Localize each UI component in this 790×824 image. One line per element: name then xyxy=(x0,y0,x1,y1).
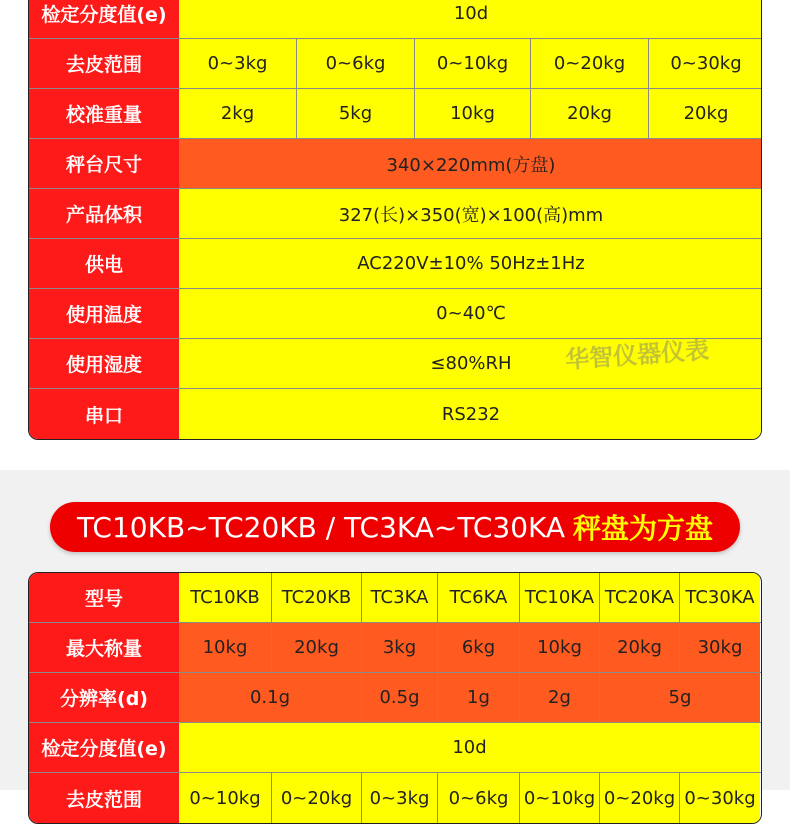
table-cell: 0~30kg xyxy=(648,39,762,88)
table-cell: 0~40℃ xyxy=(179,289,762,338)
table-cell: 10d xyxy=(179,0,762,38)
table-cell: 0~10kg xyxy=(414,39,530,88)
table-row xyxy=(29,139,761,189)
table-cell: TC30KA xyxy=(679,573,760,622)
table-row xyxy=(29,673,761,723)
table-cell: TC20KB xyxy=(271,573,361,622)
table-cell: 0.5g xyxy=(361,673,437,722)
table-cell: 3kg xyxy=(361,623,437,672)
table-cell: 10kg xyxy=(179,623,271,672)
row-values xyxy=(179,89,762,138)
table-cell: TC3KA xyxy=(361,573,437,622)
row-label: 去皮范围 xyxy=(29,773,179,823)
table-row xyxy=(29,573,761,623)
table-cell: RS232 xyxy=(179,389,762,439)
table-cell: 0~30kg xyxy=(679,773,760,823)
table-row xyxy=(29,39,761,89)
table-cell: 0~6kg xyxy=(296,39,414,88)
table-cell: 2g xyxy=(519,673,599,722)
table-cell: 20kg xyxy=(648,89,762,138)
row-label: 检定分度值(e) xyxy=(29,723,179,772)
table-cell: 2kg xyxy=(179,89,296,138)
spec-table-top xyxy=(28,0,762,440)
row-values xyxy=(179,239,762,288)
table-cell: TC6KA xyxy=(437,573,519,622)
table-cell: 0.1g xyxy=(179,673,361,722)
row-label: 型号 xyxy=(29,573,179,622)
table-cell: 0~20kg xyxy=(530,39,648,88)
row-values xyxy=(179,573,761,622)
row-label: 产品体积 xyxy=(29,189,179,238)
banner-highlight: 秤盘为方盘 xyxy=(573,512,714,545)
table-cell: 0~3kg xyxy=(179,39,296,88)
row-values xyxy=(179,289,762,338)
watermark: 华智仪器仪表 xyxy=(564,336,710,374)
row-values xyxy=(179,39,762,88)
table-cell: 5g xyxy=(599,673,760,722)
table-cell: AC220V±10% 50Hz±1Hz xyxy=(179,239,762,288)
table-cell: 0~10kg xyxy=(179,773,271,823)
table-cell: 0~20kg xyxy=(599,773,679,823)
row-label: 供电 xyxy=(29,239,179,288)
row-label: 最大称量 xyxy=(29,623,179,672)
spec-table-bottom xyxy=(28,572,762,824)
table-cell: 327(长)×350(宽)×100(高)mm xyxy=(179,189,762,238)
row-values xyxy=(179,773,761,823)
table-row xyxy=(29,0,761,39)
table-cell: 30kg xyxy=(679,623,760,672)
row-label: 秤台尺寸 xyxy=(29,139,179,188)
table-cell: 0~3kg xyxy=(361,773,437,823)
table-cell: 0~20kg xyxy=(271,773,361,823)
row-label: 使用温度 xyxy=(29,289,179,338)
table-cell: TC10KA xyxy=(519,573,599,622)
table-cell: ≤80%RH xyxy=(179,339,762,388)
table-cell: 20kg xyxy=(530,89,648,138)
row-label: 去皮范围 xyxy=(29,39,179,88)
table-row xyxy=(29,239,761,289)
table-row xyxy=(29,389,761,439)
table-cell: 20kg xyxy=(271,623,361,672)
table-row xyxy=(29,773,761,823)
row-label: 使用湿度 xyxy=(29,339,179,388)
table-cell: TC20KA xyxy=(599,573,679,622)
table-row xyxy=(29,189,761,239)
row-values xyxy=(179,723,761,772)
table-row xyxy=(29,623,761,673)
table-cell: 10d xyxy=(179,723,760,772)
table-cell: 10kg xyxy=(519,623,599,672)
table-cell: 10kg xyxy=(414,89,530,138)
row-label: 串口 xyxy=(29,389,179,439)
row-label: 检定分度值(e) xyxy=(29,0,179,38)
table-cell: 0~6kg xyxy=(437,773,519,823)
row-values xyxy=(179,389,762,439)
table-cell: 5kg xyxy=(296,89,414,138)
table-cell: 20kg xyxy=(599,623,679,672)
table-cell: 340×220mm(方盘) xyxy=(179,139,762,188)
table-cell: TC10KB xyxy=(179,573,271,622)
row-values xyxy=(179,189,762,238)
table-cell: 0~10kg xyxy=(519,773,599,823)
banner-models: TC10KB~TC20KB / TC3KA~TC30KA xyxy=(76,510,566,544)
row-values xyxy=(179,139,762,188)
table-cell: 1g xyxy=(437,673,519,722)
table-row xyxy=(29,723,761,773)
row-values xyxy=(179,0,762,38)
row-values xyxy=(179,673,761,722)
row-label: 校准重量 xyxy=(29,89,179,138)
model-banner xyxy=(50,502,740,552)
table-row xyxy=(29,289,761,339)
row-label: 分辨率(d) xyxy=(29,673,179,722)
row-values xyxy=(179,623,761,672)
table-row xyxy=(29,89,761,139)
table-cell: 6kg xyxy=(437,623,519,672)
